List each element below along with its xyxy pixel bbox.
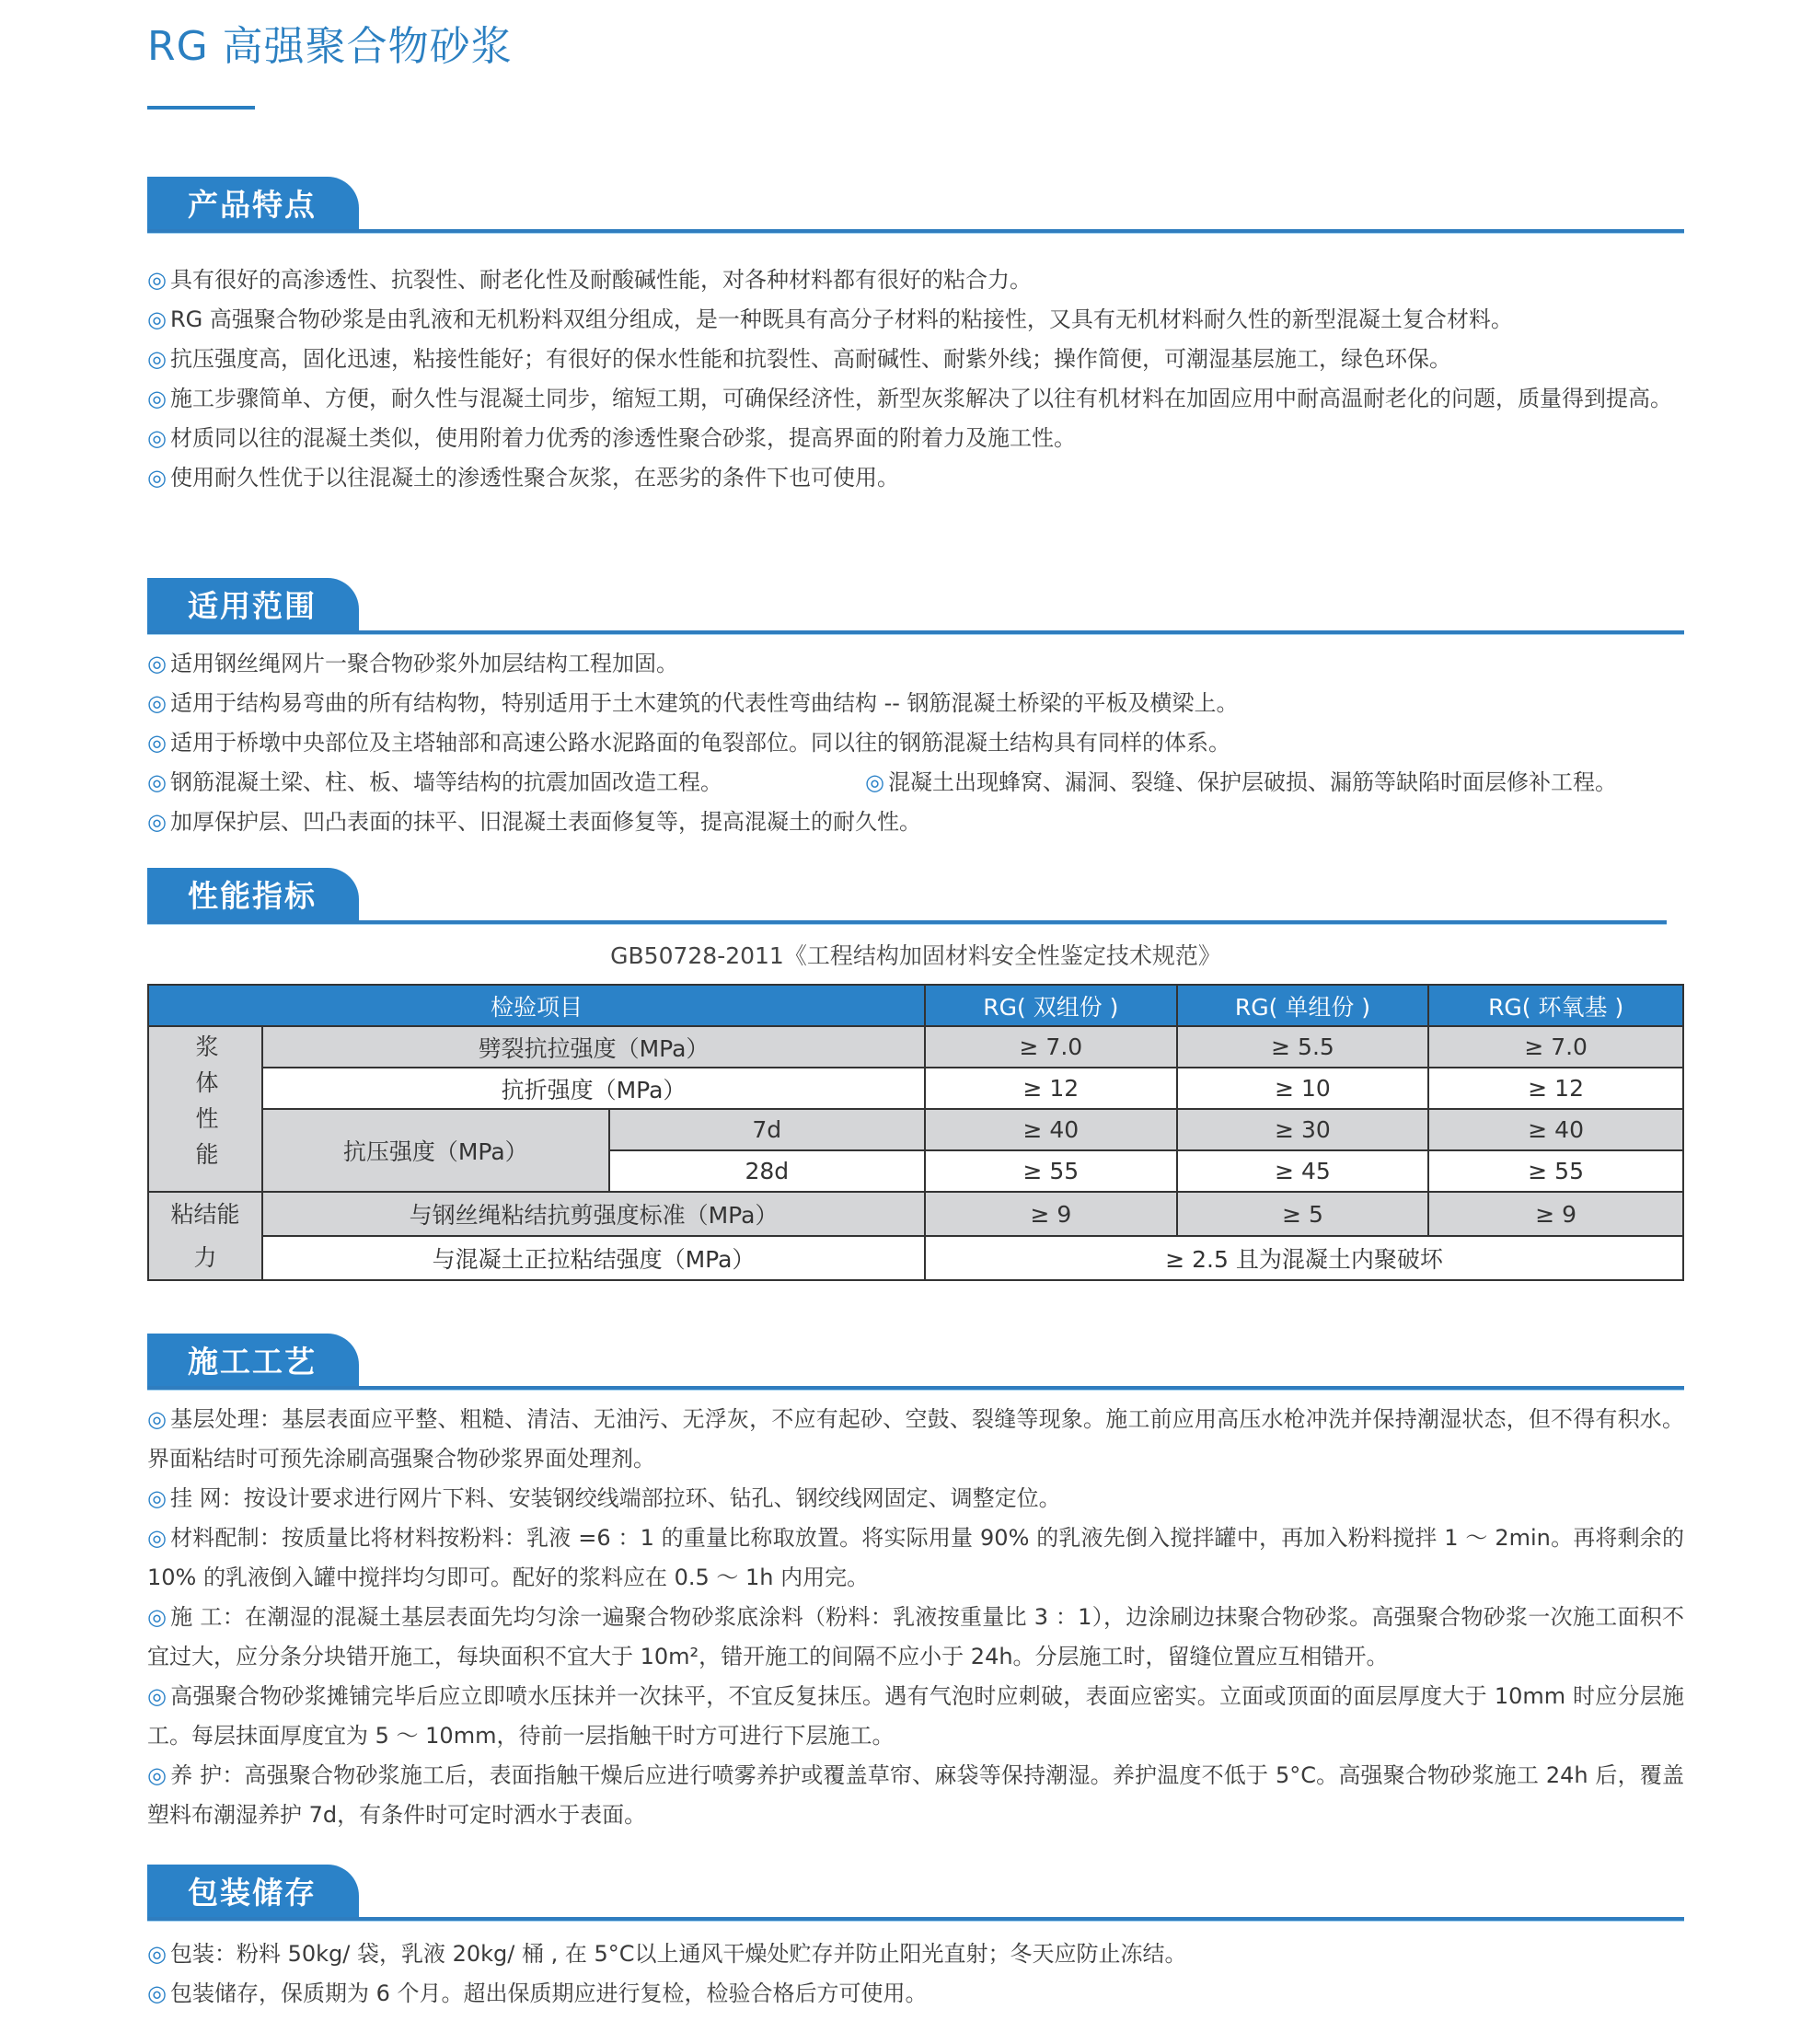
list-item: ◎ 适用钢丝绳网片一聚合物砂浆外加层结构工程加固。 <box>147 651 678 676</box>
list-item: ◎ 高强聚合物砂浆摊铺完毕后应立即喷水压抹并一次抹平，不宜反复抹压。遇有气泡时应刺破，表面应密实。立面或顶面的面层厚度大于 10mm 时应分层施工。每层抹面厚度宜为 5 ～ 10mm，待前一层指触干时方可进行下层施工。 <box>147 1683 1684 1749</box>
section-features <box>147 177 1684 498</box>
value-cell: ≥ 10 <box>1177 1068 1429 1109</box>
value-cell: ≥ 12 <box>925 1068 1177 1109</box>
item-cell: 与钢丝绳粘结抗剪强度标准（MPa） <box>262 1192 925 1236</box>
bullet-icon: ◎ <box>147 1604 167 1630</box>
list-item: ◎ 材料配制：按质量比将材料按粉料：乳液 =6 ：1 的重量比称取放置。将实际用量 90% 的乳液先倒入搅拌罐中，再加入粉料搅拌 1 ～ 2min。再将剩余的 10% 的乳液倒入罐中搅拌均匀即可。配好的浆料应在 0.5 ～ 1h 内用完。 <box>147 1525 1684 1590</box>
bullet-icon: ◎ <box>865 769 884 795</box>
bullet-icon: ◎ <box>147 465 167 491</box>
section-title: 产品特点 <box>147 177 359 232</box>
header-cell: 检验项目 <box>148 985 925 1026</box>
list-item-pair: ◎ 钢筋混凝土梁、柱、板、墙等结构的抗震加固改造工程。 ◎ 混凝土出现蜂窝、漏洞、裂缝、保护层破损、漏筋等缺陷时面层修补工程。 <box>147 769 1617 795</box>
bullet-icon: ◎ <box>147 1941 167 1967</box>
spec-table <box>147 984 1684 1281</box>
list-item: ◎ 基层处理：基层表面应平整、粗糙、清洁、无油污、无浮灰，不应有起砂、空鼓、裂缝等现象。施工前应用高压水枪冲洗并保持潮湿状态，但不得有积水。界面粘结时可预先涂刷高强聚合物砂浆界面处理剂。 <box>147 1406 1684 1472</box>
section-title: 施工工艺 <box>147 1334 359 1389</box>
header-cell: RG( 单组份 ) <box>1177 985 1429 1026</box>
title-underline <box>147 106 255 110</box>
value-cell: ≥ 40 <box>925 1109 1177 1150</box>
value-cell: ≥ 9 <box>1428 1192 1683 1236</box>
section-specs <box>147 868 1684 1281</box>
list-item: ◎ RG 高强聚合物砂浆是由乳液和无机粉料双组分组成，是一种既具有高分子材料的粘接性，又具有无机材料耐久性的新型混凝土复合材料。 <box>147 306 1513 332</box>
value-cell: ≥ 55 <box>925 1150 1177 1192</box>
section-rule <box>147 229 1684 234</box>
section-rule <box>147 630 1684 635</box>
value-cell: ≥ 45 <box>1177 1150 1429 1192</box>
list-item: ◎ 加厚保护层、凹凸表面的抹平、旧混凝土表面修复等，提高混凝土的耐久性。 <box>147 809 921 835</box>
value-cell: ≥ 7.0 <box>925 1026 1177 1068</box>
section-construction <box>147 1334 1684 1835</box>
page-title: RG 高强聚合物砂浆 <box>147 23 513 70</box>
section-title: 性能指标 <box>147 868 359 923</box>
group-label <box>148 1026 262 1192</box>
list-item: ◎ 施工步骤简单、方便，耐久性与混凝土同步，缩短工期，可确保经济性，新型灰浆解决了以往有机材料在加固应用中耐高温耐老化的问题，质量得到提高。 <box>147 386 1672 411</box>
sub-item-cell: 7d <box>609 1109 926 1150</box>
bullet-icon: ◎ <box>147 1980 167 2006</box>
list-item: ◎ 适用于桥墩中央部位及主塔轴部和高速公路水泥路面的龟裂部位。同以往的钢筋混凝土结构具有同样的体系。 <box>147 730 1230 756</box>
list-item: ◎ 包装：粉料 50kg/ 袋，乳液 20kg/ 桶 , 在 5°C以上通风干燥处贮存并防止阳光直射；冬天应防止冻结。 <box>147 1941 1187 1967</box>
section-applications <box>147 578 1684 842</box>
merged-value-cell: ≥ 2.5 且为混凝土内聚破坏 <box>925 1236 1683 1280</box>
value-cell: ≥ 5 <box>1177 1192 1429 1236</box>
value-cell: ≥ 30 <box>1177 1109 1429 1150</box>
table-header-row <box>148 985 1683 1026</box>
value-cell: ≥ 7.0 <box>1428 1026 1683 1068</box>
bullet-icon: ◎ <box>147 769 167 795</box>
section-rule <box>147 1917 1684 1922</box>
table-row <box>148 1236 1683 1280</box>
section-header <box>147 1334 1684 1389</box>
list-item: ◎ 适用于结构易弯曲的所有结构物，特别适用于土木建筑的代表性弯曲结构 -- 钢筋混凝土桥梁的平板及横梁上。 <box>147 690 1239 716</box>
group-label: 粘结能 力 <box>148 1192 262 1280</box>
bullet-icon: ◎ <box>147 809 167 835</box>
section-header <box>147 868 1684 923</box>
item-cell: 与混凝土正拉粘结强度（MPa） <box>262 1236 925 1280</box>
section-packaging <box>147 1865 1684 2014</box>
bullet-icon: ◎ <box>147 306 167 332</box>
section-header <box>147 1865 1684 1920</box>
section-rule <box>147 920 1667 925</box>
bullet-icon: ◎ <box>147 651 167 676</box>
sub-item-cell: 28d <box>609 1150 926 1192</box>
list-item: ◎ 施 工：在潮湿的混凝土基层表面先均匀涂一遍聚合物砂浆底涂料（粉料：乳液按重量比 3 ：1），边涂刷边抹聚合物砂浆。高强聚合物砂浆一次施工面积不宜过大，应分条分块错开施工，每块面积不宜大于 10m²，错开施工的间隔不应小于 24h。分层施工时，留缝位置应互相错开。 <box>147 1604 1684 1669</box>
list-item: ◎ 挂 网：按设计要求进行网片下料、安装钢绞线端部拉环、钻孔、钢绞线网固定、调整定位。 <box>147 1485 1061 1511</box>
table-caption: GB50728-2011《工程结构加固材料安全性鉴定技术规范》 <box>610 942 1221 969</box>
list-item: ◎ 材质同以往的混凝土类似，使用附着力优秀的渗透性聚合砂浆，提高界面的附着力及施工性。 <box>147 425 1076 451</box>
list-item: ◎ 具有很好的高渗透性、抗裂性、耐老化性及耐酸碱性能，对各种材料都有很好的粘合力。 <box>147 267 1032 293</box>
item-cell: 劈裂抗拉强度（MPa） <box>262 1026 925 1068</box>
value-cell: ≥ 55 <box>1428 1150 1683 1192</box>
table-row <box>148 1192 1683 1236</box>
item-cell: 抗折强度（MPa） <box>262 1068 925 1109</box>
item-cell: 抗压强度（MPa） <box>262 1109 609 1192</box>
value-cell: ≥ 5.5 <box>1177 1026 1429 1068</box>
group-label-text: 浆体性能 <box>191 1034 219 1178</box>
value-cell: ≥ 40 <box>1428 1109 1683 1150</box>
bullet-icon: ◎ <box>147 1762 167 1788</box>
section-header <box>147 177 1684 232</box>
bullet-icon: ◎ <box>147 1485 167 1511</box>
bullet-icon: ◎ <box>147 267 167 293</box>
list-item: ◎ 包装储存，保质期为 6 个月。超出保质期应进行复检，检验合格后方可使用。 <box>147 1980 928 2006</box>
header-cell: RG( 双组份 ) <box>925 985 1177 1026</box>
value-cell: ≥ 9 <box>925 1192 1177 1236</box>
bullet-icon: ◎ <box>147 1525 167 1551</box>
section-header <box>147 578 1684 633</box>
header-cell: RG( 环氧基 ) <box>1428 985 1683 1026</box>
table-row <box>148 1109 1683 1150</box>
bullet-icon: ◎ <box>147 346 167 372</box>
bullet-icon: ◎ <box>147 1406 167 1432</box>
section-title: 包装储存 <box>147 1865 359 1920</box>
table-row <box>148 1068 1683 1109</box>
bullet-icon: ◎ <box>147 730 167 756</box>
bullet-icon: ◎ <box>147 690 167 716</box>
list-item: ◎ 抗压强度高，固化迅速，粘接性能好；有很好的保水性能和抗裂性、高耐碱性、耐紫外线；操作简便，可潮湿基层施工，绿色环保。 <box>147 346 1451 372</box>
list-item: ◎ 养 护：高强聚合物砂浆施工后，表面指触干燥后应进行喷雾养护或覆盖草帘、麻袋等保持潮湿。养护温度不低于 5°C。高强聚合物砂浆施工 24h 后，覆盖塑料布潮湿养护 7d，有条件时可定时洒水于表面。 <box>147 1762 1684 1828</box>
section-title: 适用范围 <box>147 578 359 633</box>
section-rule <box>147 1386 1684 1391</box>
bullet-icon: ◎ <box>147 1683 167 1709</box>
value-cell: ≥ 12 <box>1428 1068 1683 1109</box>
list-item: ◎ 使用耐久性优于以往混凝土的渗透性聚合灰浆，在恶劣的条件下也可使用。 <box>147 465 899 491</box>
table-row <box>148 1026 1683 1068</box>
bullet-icon: ◎ <box>147 386 167 411</box>
bullet-icon: ◎ <box>147 425 167 451</box>
